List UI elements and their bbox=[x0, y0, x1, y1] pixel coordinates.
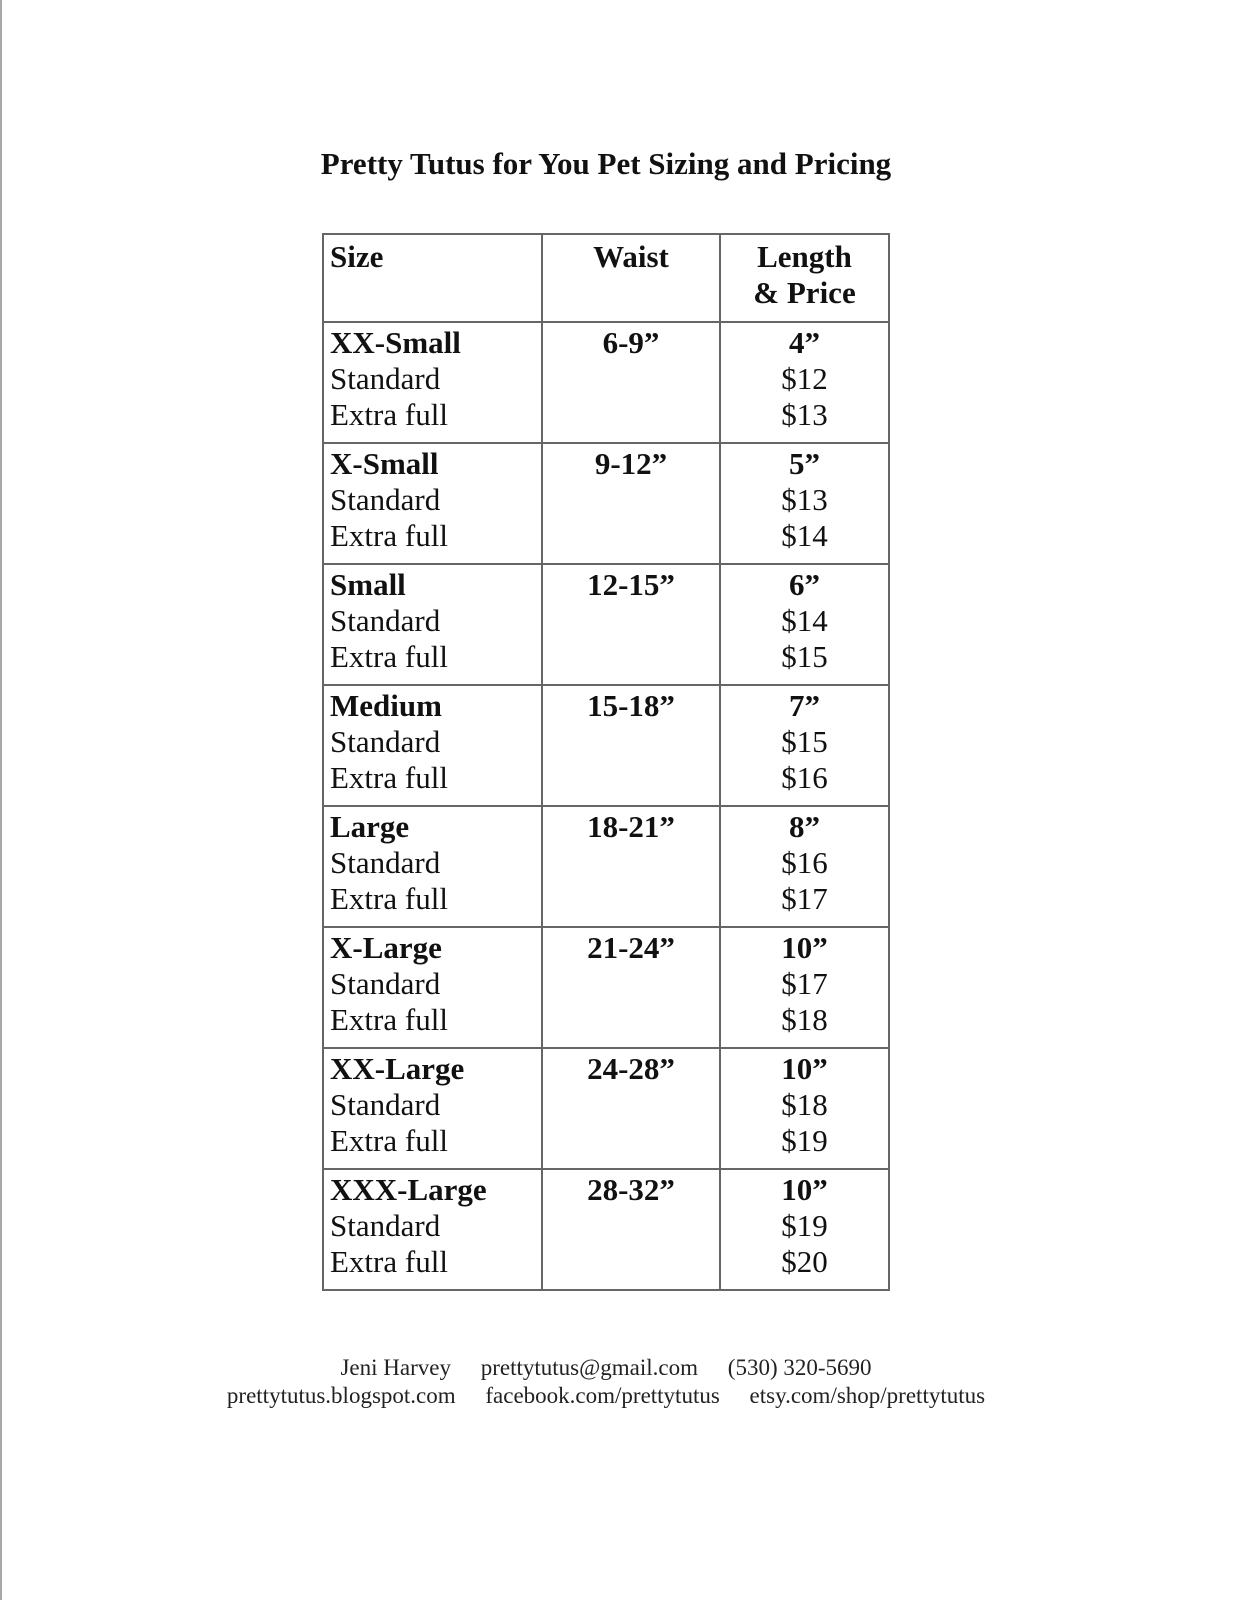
waist-cell bbox=[542, 1048, 720, 1169]
size-name: XX-Large bbox=[330, 1051, 465, 1086]
footer-phone: (530) 320-5690 bbox=[727, 1355, 872, 1380]
extra-full-price: $13 bbox=[781, 397, 828, 432]
extra-full-label: Extra full bbox=[330, 760, 448, 795]
table-row bbox=[323, 1169, 889, 1290]
length-price-cell bbox=[720, 685, 889, 806]
length-value: 5” bbox=[789, 446, 820, 481]
length-value: 8” bbox=[789, 809, 820, 844]
waist-cell bbox=[542, 927, 720, 1048]
standard-price: $13 bbox=[781, 482, 828, 517]
standard-label: Standard bbox=[330, 1087, 441, 1122]
size-cell bbox=[323, 322, 542, 443]
length-value: 6” bbox=[789, 567, 820, 602]
waist-cell bbox=[542, 806, 720, 927]
extra-full-label: Extra full bbox=[330, 639, 448, 674]
extra-full-price: $17 bbox=[781, 881, 828, 916]
size-cell bbox=[323, 564, 542, 685]
waist-value: 12-15” bbox=[587, 567, 675, 602]
length-price-cell bbox=[720, 322, 889, 443]
waist-cell bbox=[542, 685, 720, 806]
waist-cell bbox=[542, 1169, 720, 1290]
length-value: 10” bbox=[781, 930, 828, 965]
length-price-cell bbox=[720, 1048, 889, 1169]
length-price-cell bbox=[720, 927, 889, 1048]
header-waist: Waist bbox=[542, 234, 720, 322]
waist-value: 18-21” bbox=[587, 809, 675, 844]
extra-full-price: $18 bbox=[781, 1002, 828, 1037]
table-row bbox=[323, 322, 889, 443]
standard-label: Standard bbox=[330, 361, 441, 396]
standard-label: Standard bbox=[330, 482, 441, 517]
header-price: & Price bbox=[753, 275, 856, 310]
length-value: 10” bbox=[781, 1172, 828, 1207]
footer-name: Jeni Harvey bbox=[340, 1355, 451, 1380]
standard-label: Standard bbox=[330, 603, 441, 638]
extra-full-label: Extra full bbox=[330, 397, 448, 432]
table-row bbox=[323, 443, 889, 564]
extra-full-price: $20 bbox=[781, 1244, 828, 1279]
length-price-cell bbox=[720, 443, 889, 564]
extra-full-label: Extra full bbox=[330, 881, 448, 916]
sizing-table bbox=[322, 233, 890, 1291]
table-row bbox=[323, 685, 889, 806]
size-name: XXX-Large bbox=[330, 1172, 487, 1207]
size-name: XX-Small bbox=[330, 325, 461, 360]
table-row bbox=[323, 564, 889, 685]
waist-cell bbox=[542, 322, 720, 443]
footer-facebook[interactable]: facebook.com/prettytutus bbox=[485, 1383, 720, 1408]
waist-value: 21-24” bbox=[587, 930, 675, 965]
length-value: 10” bbox=[781, 1051, 828, 1086]
waist-value: 6-9” bbox=[602, 325, 660, 360]
header-length: Length bbox=[757, 239, 852, 274]
extra-full-label: Extra full bbox=[330, 518, 448, 553]
header-size: Size bbox=[323, 234, 542, 322]
table-row bbox=[323, 806, 889, 927]
size-name: Medium bbox=[330, 688, 442, 723]
length-value: 4” bbox=[789, 325, 820, 360]
waist-value: 24-28” bbox=[587, 1051, 675, 1086]
length-price-cell bbox=[720, 806, 889, 927]
length-value: 7” bbox=[789, 688, 820, 723]
header-length-price bbox=[720, 234, 889, 322]
waist-value: 28-32” bbox=[587, 1172, 675, 1207]
standard-label: Standard bbox=[330, 966, 441, 1001]
standard-price: $16 bbox=[781, 845, 828, 880]
extra-full-label: Extra full bbox=[330, 1123, 448, 1158]
extra-full-label: Extra full bbox=[330, 1244, 448, 1279]
page-title: Pretty Tutus for You Pet Sizing and Pricing bbox=[320, 146, 892, 181]
extra-full-price: $16 bbox=[781, 760, 828, 795]
standard-label: Standard bbox=[330, 845, 441, 880]
waist-cell bbox=[542, 564, 720, 685]
footer-email[interactable]: prettytutus@gmail.com bbox=[480, 1355, 699, 1380]
table-header-row bbox=[323, 234, 889, 322]
standard-label: Standard bbox=[330, 724, 441, 759]
standard-price: $12 bbox=[781, 361, 828, 396]
size-cell bbox=[323, 806, 542, 927]
waist-value: 9-12” bbox=[594, 446, 668, 481]
waist-cell bbox=[542, 443, 720, 564]
standard-price: $18 bbox=[781, 1087, 828, 1122]
size-name: Large bbox=[330, 809, 410, 844]
standard-price: $17 bbox=[781, 966, 828, 1001]
size-name: Small bbox=[330, 567, 406, 602]
size-name: X-Small bbox=[330, 446, 439, 481]
footer-etsy[interactable]: etsy.com/shop/prettytutus bbox=[749, 1383, 986, 1408]
length-price-cell bbox=[720, 1169, 889, 1290]
extra-full-price: $15 bbox=[781, 639, 828, 674]
footer-line-2 bbox=[0, 1383, 1212, 1409]
size-cell bbox=[323, 443, 542, 564]
table-row bbox=[323, 1048, 889, 1169]
length-price-cell bbox=[720, 564, 889, 685]
standard-price: $14 bbox=[781, 603, 828, 638]
footer-blog[interactable]: prettytutus.blogspot.com bbox=[226, 1383, 456, 1408]
extra-full-price: $19 bbox=[781, 1123, 828, 1158]
size-cell bbox=[323, 1048, 542, 1169]
standard-price: $19 bbox=[781, 1208, 828, 1243]
extra-full-price: $14 bbox=[781, 518, 828, 553]
waist-value: 15-18” bbox=[587, 688, 675, 723]
table-row bbox=[323, 927, 889, 1048]
size-cell bbox=[323, 1169, 542, 1290]
extra-full-label: Extra full bbox=[330, 1002, 448, 1037]
footer-line-1 bbox=[0, 1355, 1212, 1381]
size-cell bbox=[323, 685, 542, 806]
size-name: X-Large bbox=[330, 930, 442, 965]
size-cell bbox=[323, 927, 542, 1048]
standard-label: Standard bbox=[330, 1208, 441, 1243]
standard-price: $15 bbox=[781, 724, 828, 759]
